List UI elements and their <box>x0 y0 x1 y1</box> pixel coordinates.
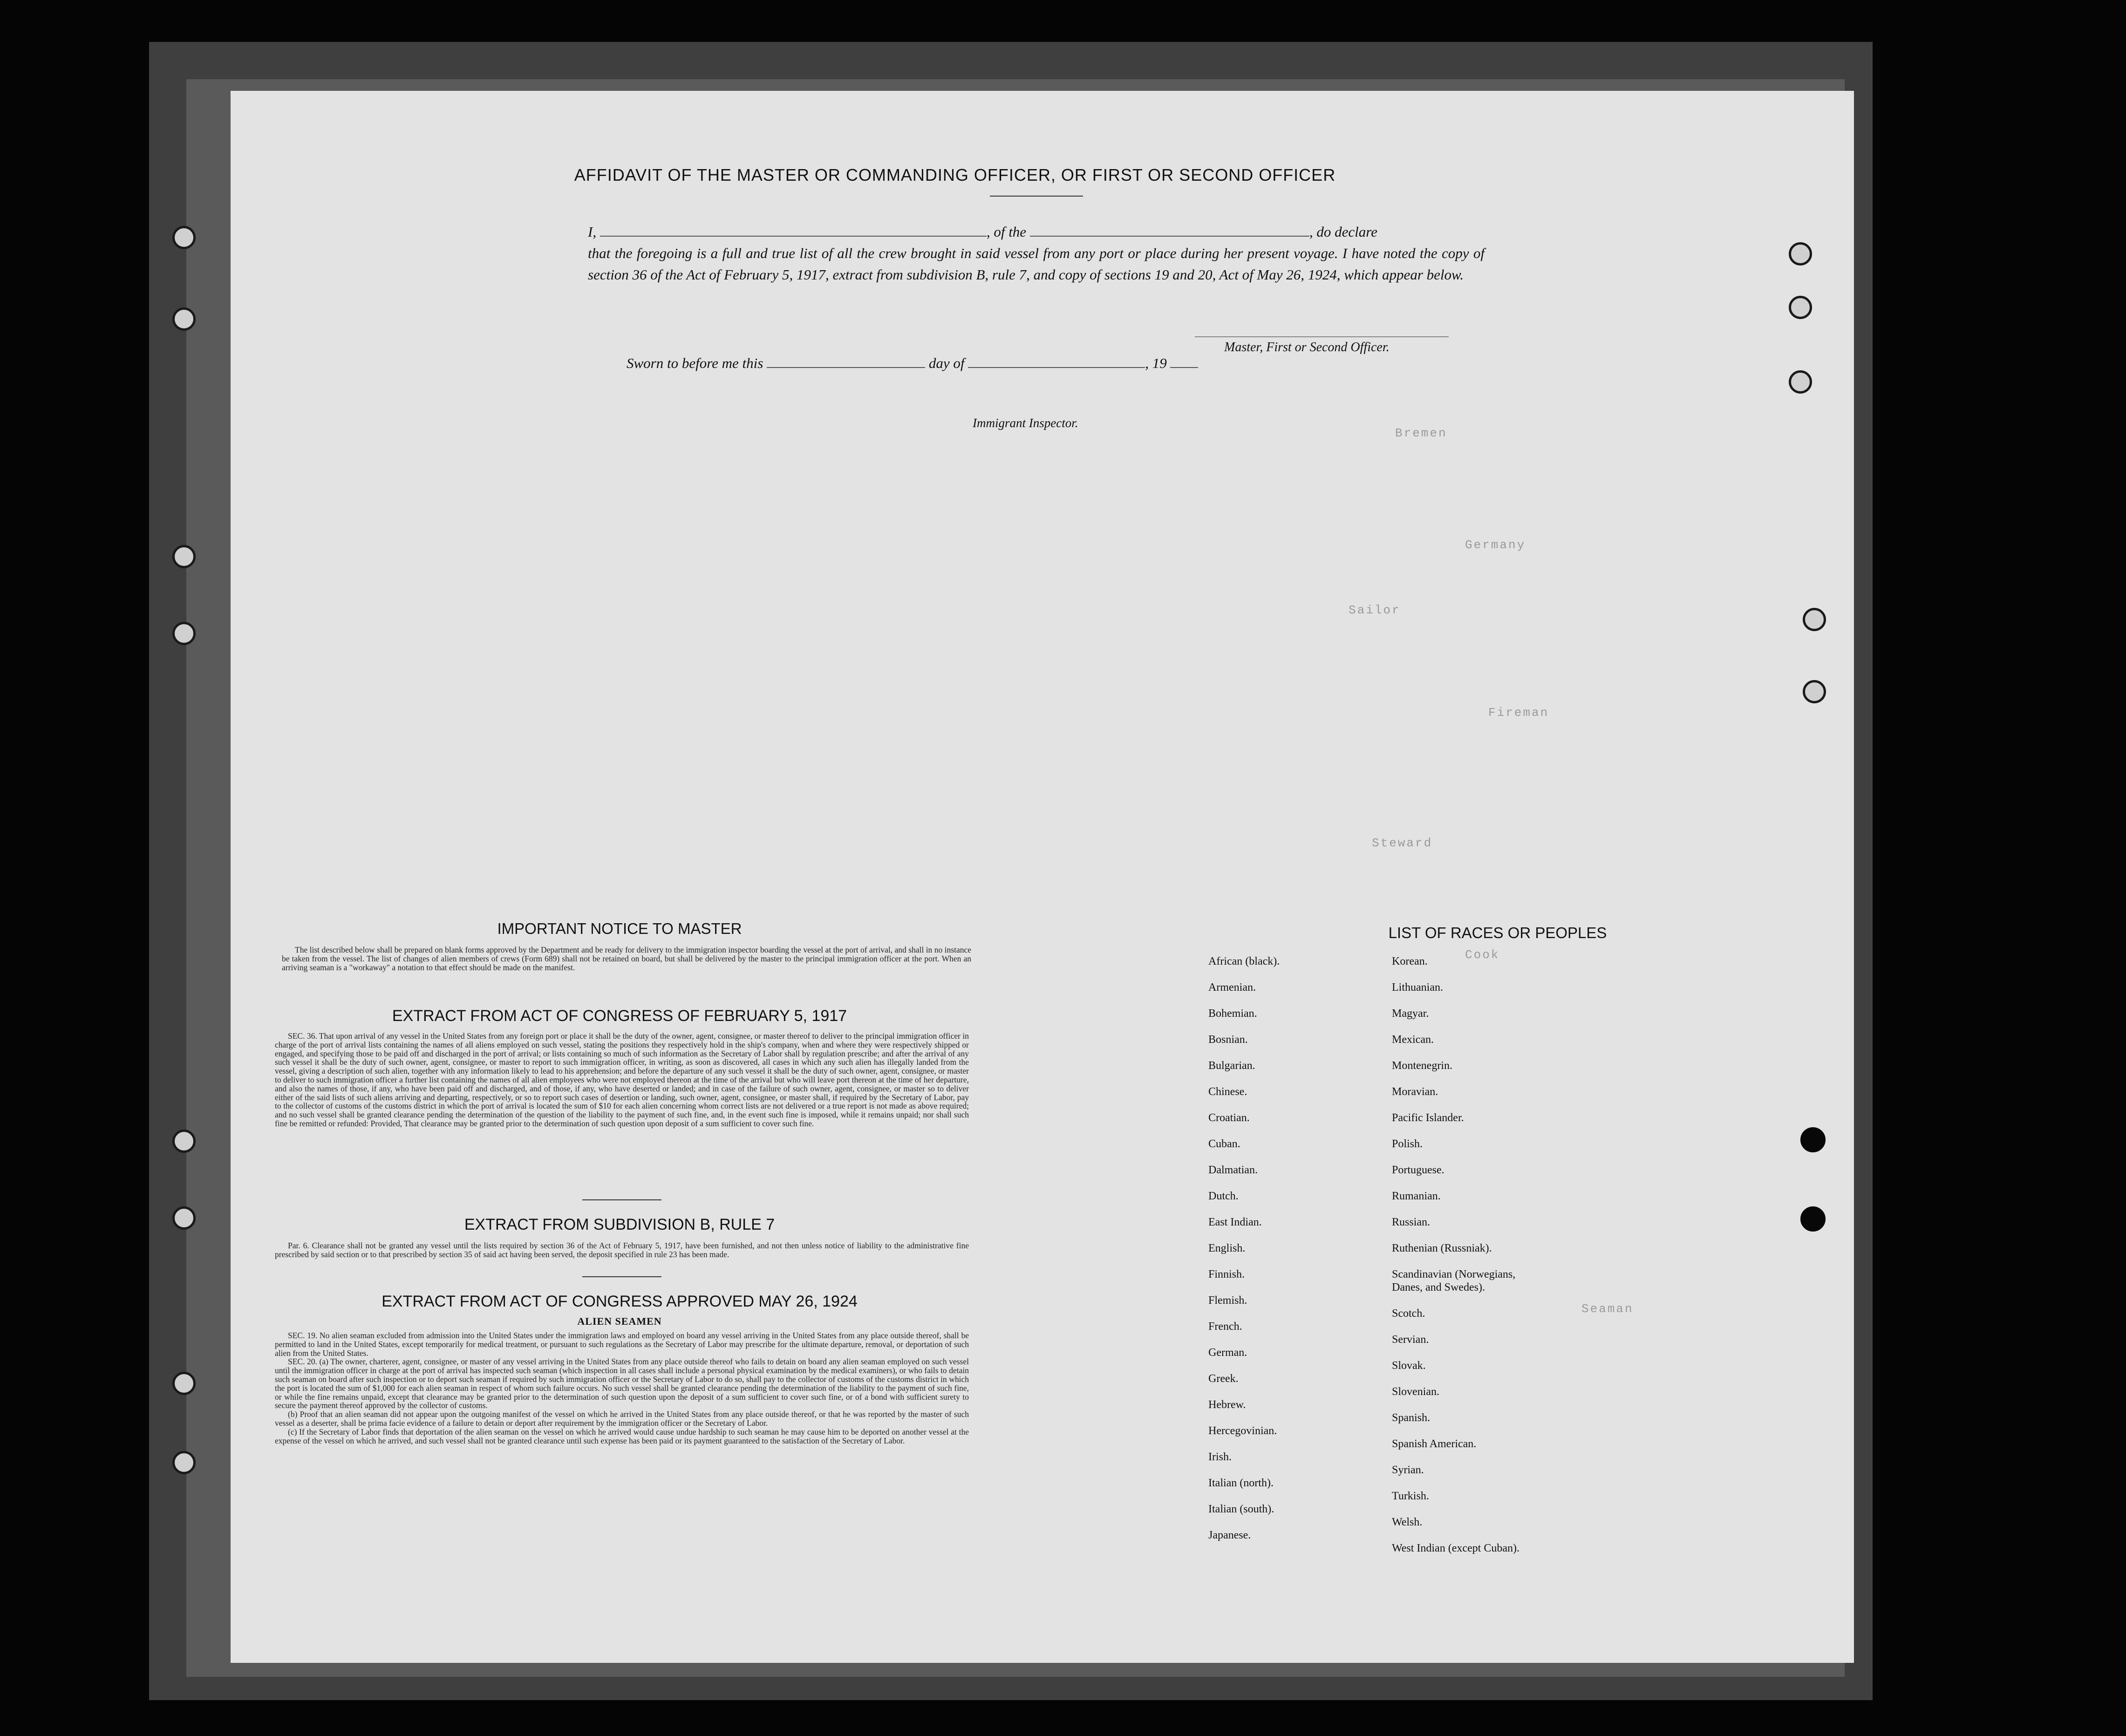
day-of-text: day of <box>928 355 965 371</box>
race-item: Montenegrin. <box>1392 1060 1452 1072</box>
do-declare-text: , do declare <box>1309 224 1377 240</box>
notice-body <box>282 946 971 972</box>
race-item: Irish. <box>1208 1451 1232 1463</box>
race-item: Magyar. <box>1392 1008 1429 1020</box>
race-item: Italian (south). <box>1208 1503 1274 1515</box>
act-1917-title: EXTRACT FROM ACT OF CONGRESS OF FEBRUARY 5, 1917 <box>392 1007 847 1025</box>
day-blank[interactable] <box>767 367 925 368</box>
race-item: Hercegovinian. <box>1208 1425 1277 1437</box>
year-blank[interactable] <box>1170 367 1198 368</box>
punch-hole <box>1789 296 1812 319</box>
race-item: French. <box>1208 1321 1242 1333</box>
act-1924-body <box>275 1331 969 1445</box>
sworn-line <box>627 355 1232 372</box>
punch-hole <box>172 1130 196 1153</box>
section-20b-paragraph: (b) Proof that an alien seaman did not appear upon the outgoing manifest of the vessel on which he arrived in the United States from any place outside thereof, or that he was reported by the master of such vessel as a deserter, shall be prima facie evidence of a failure to detain or deport after requirement by the immigration officer or the Secretary of Labor. <box>275 1409 969 1428</box>
sworn-text: Sworn to before me this <box>627 355 763 371</box>
race-item: German. <box>1208 1347 1247 1359</box>
year-prefix: , 19 <box>1145 355 1167 371</box>
race-item: Ruthenian (Russniak). <box>1392 1242 1492 1254</box>
race-item: Flemish. <box>1208 1294 1247 1307</box>
notice-title: IMPORTANT NOTICE TO MASTER <box>497 920 742 937</box>
race-item: Armenian. <box>1208 981 1256 994</box>
race-item: Pacific Islander. <box>1392 1112 1464 1124</box>
races-list-right <box>1392 955 1597 1568</box>
punch-hole <box>1803 680 1826 703</box>
race-item: Greek. <box>1208 1373 1239 1385</box>
race-item: Scotch. <box>1392 1307 1425 1320</box>
section-20a-paragraph: SEC. 20. (a) The owner, charterer, agent, consignee, or master of any vessel arriving in the United States from any place outside thereof who fails to detain on board any alien seaman employed on such vessel until the immigration officer in charge at the port of arrival has inspected such seaman (which inspection in all cases shall include a personal physical examination by the medical examiners), or who fails to detain such seaman on board after such inspection or to deport such seaman if required by such immigration officer or the Secretary of Labor to do so, shall pay to the collector of customs of the customs district in which the port is located the sum of $1,000 for each alien seaman in respect of whom such failure occurs. No such vessel shall be granted clearance pending the determination of the liability to the payment of such fine, or while the fine remains unpaid, except that clearance may be granted prior to the determination of such question upon the deposit of a sum sufficient to cover such fine, or of a bond with sufficient surety to secure the payment thereof approved by the collector of customs. <box>275 1357 969 1410</box>
race-item: Rumanian. <box>1392 1190 1441 1202</box>
race-item: Japanese. <box>1208 1529 1251 1541</box>
declarant-pronoun: I, <box>588 224 597 240</box>
title-rule <box>990 196 1083 197</box>
race-item: Korean. <box>1392 955 1428 967</box>
race-item: Croatian. <box>1208 1112 1250 1124</box>
section-19-paragraph: SEC. 19. No alien seaman excluded from admission into the United States under the immigration laws and employed on board any vessel arriving in the United States from any place outside thereof, shall be permitted to land in the United States, except temporarily for medical treatment, or pursuant to such regulations as the Secretary of Labor may prescribe for the ultimate departure, removal, or deportation of such alien from the United States. <box>275 1331 969 1358</box>
race-item: Dutch. <box>1208 1190 1239 1202</box>
vessel-name-blank[interactable] <box>1030 236 1309 237</box>
race-item: Bohemian. <box>1208 1008 1257 1020</box>
bleed-through-text: Steward <box>1372 836 1433 850</box>
race-item: Bosnian. <box>1208 1034 1248 1046</box>
punch-hole <box>172 226 196 249</box>
signature-line[interactable] <box>1195 336 1449 337</box>
affidavit-statement <box>588 221 1485 286</box>
bleed-through-text: Fireman <box>1488 706 1549 720</box>
rule-7-paragraph: Par. 6. Clearance shall not be granted any vessel until the lists required by section 36 of the Act of February 5, 1917, have been furnished, and not then unless notice of liability to the administrative fine prescribed by said section or to that prescribed by section 35 of said act having been served, the deposit specified in rule 23 has been made. <box>275 1241 969 1259</box>
race-item: Slovenian. <box>1392 1386 1439 1398</box>
race-item: Spanish American. <box>1392 1438 1477 1450</box>
race-item: Polish. <box>1392 1138 1423 1150</box>
bleed-through-text: Seaman <box>1581 1302 1634 1316</box>
act-1924-title: EXTRACT FROM ACT OF CONGRESS APPROVED MAY 26, 1924 <box>382 1293 858 1310</box>
race-item: Portuguese. <box>1392 1164 1445 1176</box>
race-item: Slovak. <box>1392 1360 1426 1372</box>
section-36-paragraph: SEC. 36. That upon arrival of any vessel in the United States from any foreign port or place it shall be the duty of the owner, agent, consignee, or master thereof to deliver to the principal immigration officer in charge of the port of arrival lists containing the names of all aliens employed on such vessel, stating the positions they respectively hold in the ship's company, when and where they were respectively shipped or engaged, and specifying those to be paid off and discharged in the port of arrival; or lists containing so much of such information as the Secretary of Labor shall by regulation prescribe; and after the arrival of any such vessel it shall be the duty of such owner, agent, consignee, or master to report to such immigration officer, in writing, as soon as discovered, all cases in which any such alien has illegally landed from the vessel, giving a description of such alien, together with any information likely to lead to his apprehension; and before the departure of any such vessel it shall be the duty of such owner, agent, consignee, or master to deliver to such immigration officer a further list containing the names of all alien employees who were not employed thereon at the time of the arrival but who will leave port thereon at the time of her departure, and also the names of those, if any, who have been paid off and discharged, and of those, if any, who have deserted or landed; and in case of the failure of such owner, agent, consignee, or master so to deliver either of the said lists of such aliens arriving and departing, respectively, or so to report such cases of desertion or landing, such owner, agent, consignee, or master shall, if required by the Secretary of Labor, pay to the collector of customs of the customs district in which the port of arrival is located the sum of $10 for each alien concerning whom correct lists are not delivered or a true report is not made as above required; and no such vessel shall be granted clearance pending the determination of the question of the liability to the payment of such fine, and, in the event such fine is imposed, while it remains unpaid; nor shall such fine be remitted or refunded: Provided, That clearance may be granted prior to the determination of such question upon deposit of a sum sufficient to cover such fine. <box>275 1031 969 1128</box>
race-item: Bulgarian. <box>1208 1060 1255 1072</box>
month-blank[interactable] <box>968 367 1145 368</box>
punch-hole <box>172 1451 196 1474</box>
race-item: East Indian. <box>1208 1216 1262 1228</box>
race-item: Russian. <box>1392 1216 1431 1228</box>
bleed-through-text: Sailor <box>1349 603 1401 617</box>
of-the-text: , of the <box>986 224 1027 240</box>
act-1917-body <box>275 1032 969 1128</box>
bleed-through-text: Cook <box>1465 948 1500 962</box>
punch-hole <box>1789 242 1812 266</box>
race-item: Mexican. <box>1392 1034 1434 1046</box>
affidavit-body: that the foregoing is a full and true list of all the crew brought in said vessel from any port or place during her present voyage. I have noted the copy of section 36 of the Act of February 5, 1917, extract from subdivision B, rule 7, and copy of sections 19 and 20, Act of May 26, 1924, which appear below. <box>588 245 1485 283</box>
punch-hole <box>1800 1127 1826 1152</box>
punch-hole <box>172 307 196 331</box>
section-rule <box>582 1276 661 1277</box>
races-list-left <box>1208 955 1376 1555</box>
race-item: Italian (north). <box>1208 1477 1274 1489</box>
bleed-through-text: Bremen <box>1395 426 1447 440</box>
race-item: Syrian. <box>1392 1464 1424 1476</box>
punch-hole <box>1800 1206 1826 1232</box>
race-item: Cuban. <box>1208 1138 1240 1150</box>
races-title: LIST OF RACES OR PEOPLES <box>1388 924 1607 941</box>
race-item: Finnish. <box>1208 1268 1245 1280</box>
declaration-line <box>588 221 1485 243</box>
race-item: Moravian. <box>1392 1086 1438 1098</box>
affidavit-title: AFFIDAVIT OF THE MASTER OR COMMANDING OFFICER, OR FIRST OR SECOND OFFICER <box>574 165 1336 184</box>
race-item: Hebrew. <box>1208 1399 1246 1411</box>
punch-hole <box>172 1206 196 1230</box>
section-20c-paragraph: (c) If the Secretary of Labor finds that deportation of the alien seaman on the vessel on which he arrived would cause undue hardship to such seaman he may cause him to be deported on another vessel at the expense of the vessel on which he arrived, and such vessel shall not be granted clearance until such expense has been paid or its payment guaranteed to the satisfaction of the Secretary of Labor. <box>275 1427 969 1445</box>
race-item: Welsh. <box>1392 1516 1423 1528</box>
race-item: Lithuanian. <box>1392 981 1443 994</box>
alien-seamen-subtitle: ALIEN SEAMEN <box>577 1315 662 1327</box>
punch-hole <box>1789 370 1812 394</box>
race-item: Spanish. <box>1392 1412 1431 1424</box>
race-item: African (black). <box>1208 955 1280 967</box>
officer-name-blank[interactable] <box>600 236 987 237</box>
bleed-through-text: Germany <box>1465 538 1526 552</box>
punch-hole <box>172 1372 196 1395</box>
punch-hole <box>1803 608 1826 631</box>
rule-7-title: EXTRACT FROM SUBDIVISION B, RULE 7 <box>464 1216 775 1233</box>
notice-paragraph: The list described below shall be prepared on blank forms approved by the Department and be ready for delivery to the immigration inspector boarding the vessel at the port of arrival, and shall in no instance be taken from the vessel. The list of changes of alien members of crews (Form 689) shall not be retained on board, but shall be delivered by the master to the principal immigration officer at the port. When an arriving seaman is a "workaway" a notation to that effect should be made on the manifest. <box>282 945 971 972</box>
section-rule <box>582 1199 661 1200</box>
signature-label: Master, First or Second Officer. <box>1224 340 1390 354</box>
race-item: Turkish. <box>1392 1490 1429 1502</box>
race-item: English. <box>1208 1242 1246 1254</box>
inspector-label: Immigrant Inspector. <box>973 416 1078 430</box>
punch-hole <box>172 545 196 568</box>
race-item: Scandinavian (Norwegians, Danes, and Swedes). <box>1392 1268 1516 1293</box>
race-item: Dalmatian. <box>1208 1164 1258 1176</box>
punch-hole <box>172 622 196 645</box>
rule-7-body <box>275 1241 969 1259</box>
race-item: Servian. <box>1392 1334 1429 1346</box>
race-item: West Indian (except Cuban). <box>1392 1542 1520 1554</box>
race-item: Chinese. <box>1208 1086 1247 1098</box>
